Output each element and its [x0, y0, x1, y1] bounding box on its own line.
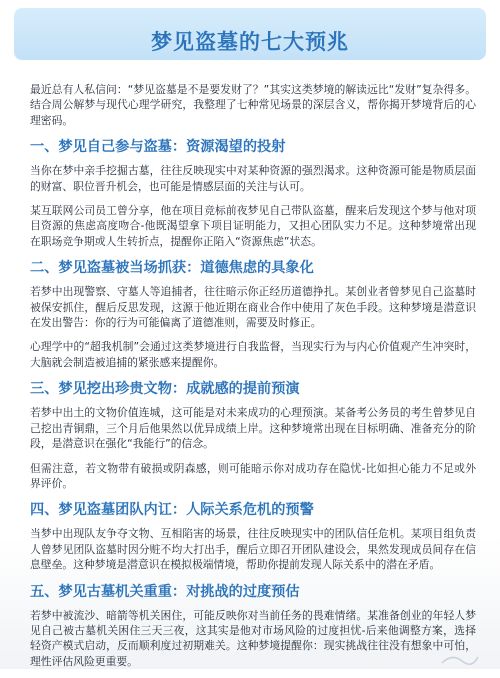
- section-heading-5: 五、梦见古墓机关重重：对挑战的过度预估: [30, 583, 300, 600]
- section-heading-1: 一、梦见自己参与盗墓：资源渴望的投射: [30, 139, 286, 156]
- section-2-paragraph-1: 若梦中出现警察、守墓人等追捕者，往往暗示你正经历道德挣扎。某创业者曾梦见自己盗墓时被保安抓住，醒后反思发现，这源于他近期在商业合作中使用了灰色手段。这种梦境是潜意识在发出警告：你的行为可能偏离了道德准则，需要及时修正。: [30, 285, 476, 330]
- corner-decoration-icon: [440, 651, 480, 665]
- section-heading-3: 三、梦见挖出珍贵文物：成就感的提前预演: [30, 381, 300, 398]
- section-3-paragraph-1: 若梦中出土的文物价值连城，这可能是对未来成功的心理预演。某备考公务员的考生曾梦见自己挖出青铜鼎，三个月后他果然以优异成绩上岸。这种梦境常出现在目标明确、准备充分的阶段，是潜意识在强化“我能行”的信念。: [30, 406, 476, 451]
- page-title: 梦见盗墓的七大预兆: [151, 30, 349, 54]
- section-1-paragraph-1: 当你在梦中亲手挖掘古墓，往往反映现实中对某种资源的强烈渴求。这种资源可能是物质层面的财富、职位晋升机会，也可能是情感层面的关注与认可。: [30, 164, 476, 193]
- intro-paragraph: 最近总有人私信问：“梦见盗墓是不是要发财了？”其实这类梦境的解读远比“发财”复杂得多。结合周公解梦与现代心理学研究，我整理了七种常见场景的深层含义，帮你揭开梦境背后的心理密码。: [30, 83, 476, 127]
- section-heading-4: 四、梦见盗墓团队内讧：人际关系危机的预警: [30, 502, 314, 519]
- section-2-paragraph-2: 心理学中的“超我机制”会通过这类梦境进行自我监督，当现实行为与内心价值观产生冲突时，大脑就会制造被追捕的紧张感来提醒你。: [30, 340, 476, 369]
- section-5-paragraph-1: 若梦中被流沙、暗箭等机关困住，可能反映你对当前任务的畏难情绪。某准备创业的年轻人梦见自己被古墓机关困住三天三夜，这其实是他对市场风险的过度担忧-后来他调整方案，选择轻资产模式启动，反而顺利度过初期难关。这种梦境提醒你：现实挑战往往没有想象中可怕，理性评估风险更重要。: [30, 608, 476, 668]
- article-body: [30, 82, 476, 678]
- section-1-paragraph-2: 某互联网公司员工曾分享，他在项目竞标前夜梦见自己带队盗墓，醒来后发现这个梦与他对项目资源的焦虑高度吻合-他既渴望拿下项目证明能力，又担心团队实力不足。这种梦境常出现在职场竞争期或人生转折点，提醒你正陷入“资源焦虑”状态。: [30, 204, 476, 248]
- section-heading-2: 二、梦见盗墓被当场抓获：道德焦虑的具象化: [30, 260, 314, 277]
- section-4-paragraph-1: 当梦中出现队友争夺文物、互相陷害的场景，往往反映现实中的团队信任危机。某项目组负责人曾梦见团队盗墓时因分赃不均大打出手，醒后立即召开团队建设会，果然发现成员间存在信息壁垒。这种梦境是潜意识在模拟极端情境，帮助你提前发现人际关系中的潜在矛盾。: [30, 527, 476, 572]
- section-3-paragraph-2: 但需注意，若文物带有破损或阴森感，则可能暗示你对成功存在隐忧-比如担心能力不足或外界评价。: [30, 461, 476, 490]
